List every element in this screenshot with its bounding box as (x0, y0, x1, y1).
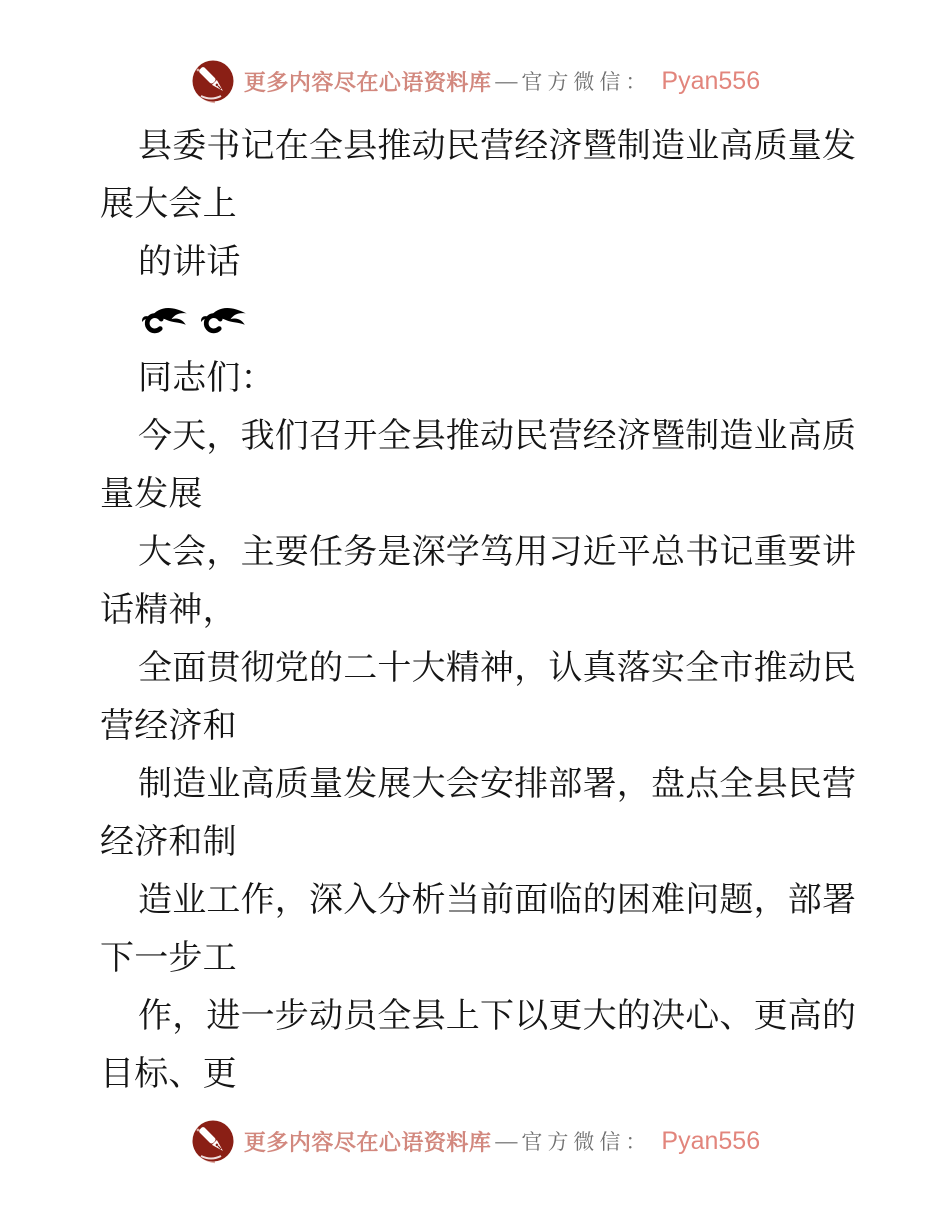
watermark-label: 官方微信： (521, 70, 652, 94)
header-watermark (0, 58, 950, 104)
body-line: 话精神， (100, 592, 237, 629)
body-line: 作，进一步动员全县上下以更大的决心、更高的 (138, 998, 857, 1035)
body-line: 目标、更 (100, 1056, 237, 1093)
watermark-wechat-id: Pyan556 (661, 1126, 761, 1155)
body-line: 大会，主要任务是深学笃用习近平总书记重要讲 (138, 534, 857, 571)
body-line: 同志们： (138, 360, 275, 397)
footer-watermark (0, 1118, 950, 1164)
body-line: 营经济和 (100, 708, 237, 745)
ornament-line (100, 292, 858, 350)
body-line: 经济和制 (100, 824, 237, 861)
watermark-separator: — (495, 68, 518, 93)
watermark-brand-text: 更多内容尽在心语资料库 (243, 1129, 492, 1155)
document-content (100, 118, 858, 1104)
body-line: 下一步工 (100, 940, 237, 977)
pen-circle-icon (190, 1118, 236, 1164)
body-line: 造业工作，深入分析当前面临的困难问题，部署 (138, 882, 857, 919)
watermark-separator: — (495, 1128, 518, 1153)
title-line: 县委书记在全县推动民营经济暨制造业高质量发 (138, 128, 857, 165)
pen-circle-icon (190, 58, 236, 104)
fleuron-icon (197, 303, 249, 339)
body-line: 全面贯彻党的二十大精神，认真落实全市推动民 (138, 650, 857, 687)
fleuron-icon (138, 303, 190, 339)
body-line: 今天，我们召开全县推动民营经济暨制造业高质 (138, 418, 857, 455)
watermark-label: 官方微信： (521, 1130, 652, 1154)
body-line: 制造业高质量发展大会安排部署，盘点全县民营 (138, 766, 857, 803)
watermark-brand-text: 更多内容尽在心语资料库 (243, 69, 492, 95)
title-line: 展大会上 (100, 186, 237, 223)
body-line: 量发展 (100, 476, 203, 513)
watermark-wechat-id: Pyan556 (661, 66, 761, 95)
title-line: 的讲话 (138, 244, 241, 281)
